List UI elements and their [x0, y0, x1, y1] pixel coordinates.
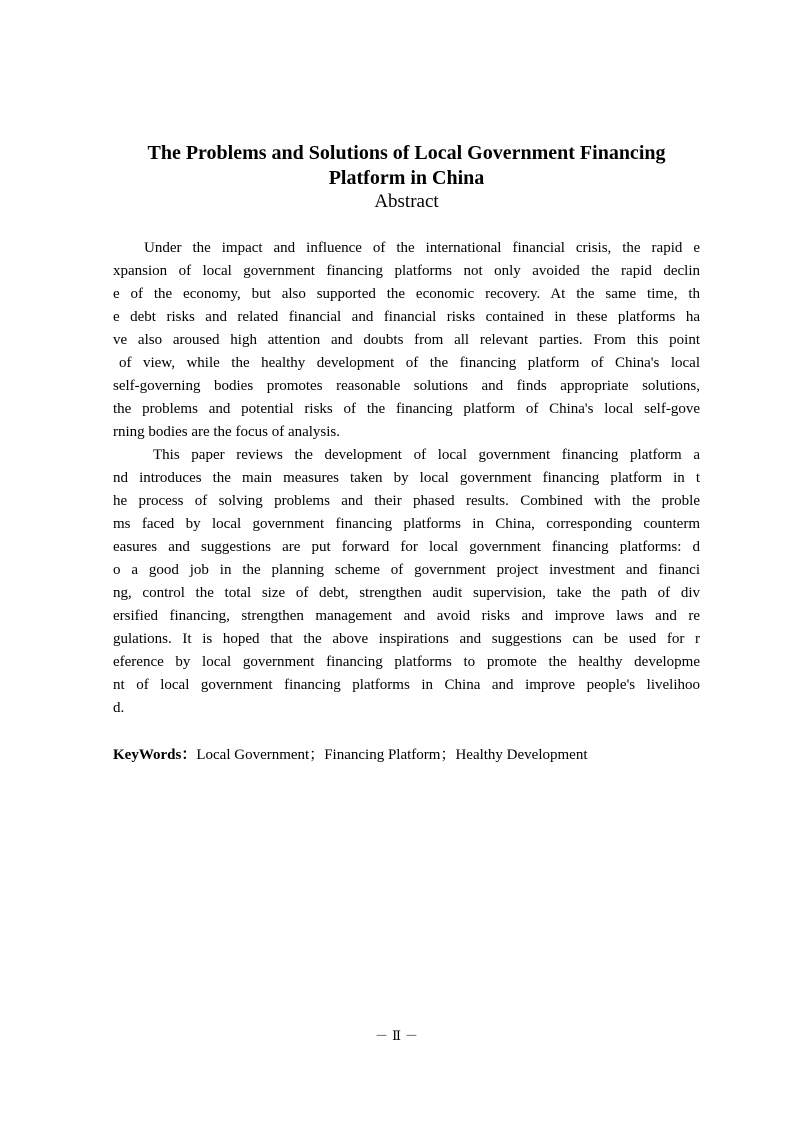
keywords-label: KeyWords：	[113, 747, 197, 763]
abstract-heading: Abstract	[374, 191, 439, 212]
paragraph-line: rning bodies are the focus of analysis.	[113, 424, 341, 440]
paragraph-line: of view, while the healthy development of the financing platform of China's local	[119, 355, 700, 371]
paragraph-line: Under the impact and influence of the international financial crisis, the rapid e	[144, 240, 700, 256]
document-title	[110, 141, 703, 191]
paragraph-line: ms faced by local government financing platforms in China, corresponding counterm	[113, 516, 700, 532]
title-line-2: Platform in China	[328, 167, 485, 189]
paragraph-line: ng, control the total size of debt, strengthen audit supervision, take the path of div	[113, 585, 700, 601]
paragraph-line: This paper reviews the development of local government financing platform a	[153, 447, 700, 463]
paragraph-line: ersified financing, strengthen management and avoid risks and improve laws and re	[113, 608, 700, 624]
paragraph-line: o a good job in the planning scheme of government project investment and financi	[113, 562, 700, 578]
paragraph-line: eference by local government financing platforms to promote the healthy developme	[113, 654, 700, 670]
paragraph-line: gulations. It is hoped that the above inspirations and suggestions can be used for r	[113, 631, 700, 647]
paragraph-line: easures and suggestions are put forward for local government financing platforms: d	[113, 539, 700, 555]
keywords-text: Local Government；Financing Platform；Healthy Development	[196, 747, 588, 763]
abstract-paragraph-2	[113, 444, 700, 720]
paragraph-line: e of the economy, but also supported the economic recovery. At the same time, th	[113, 286, 700, 302]
paragraph-line: nd introduces the main measures taken by local government financing platform in t	[113, 470, 700, 486]
keywords-line	[113, 744, 700, 767]
title-line-1: The Problems and Solutions of Local Government Financing	[147, 142, 666, 164]
abstract-body	[113, 237, 700, 720]
paragraph-line: nt of local government financing platforms in China and improve people's livelihoo	[113, 677, 700, 693]
page-number: － Ⅱ －	[374, 1029, 419, 1044]
paragraph-line: d.	[113, 700, 125, 716]
paragraph-line: ve also aroused high attention and doubts from all relevant parties. From this point	[113, 332, 700, 348]
paragraph-line: he process of solving problems and their phased results. Combined with the proble	[113, 493, 700, 509]
paragraph-line: e debt risks and related financial and financial risks contained in these platforms ha	[113, 309, 700, 325]
paragraph-line: self-governing bodies promotes reasonable solutions and finds appropriate solutions,	[113, 378, 700, 394]
paragraph-line: xpansion of local government financing platforms not only avoided the rapid declin	[113, 263, 700, 279]
abstract-paragraph-1	[113, 237, 700, 444]
paragraph-line: the problems and potential risks of the financing platform of China's local self-gove	[113, 401, 700, 417]
